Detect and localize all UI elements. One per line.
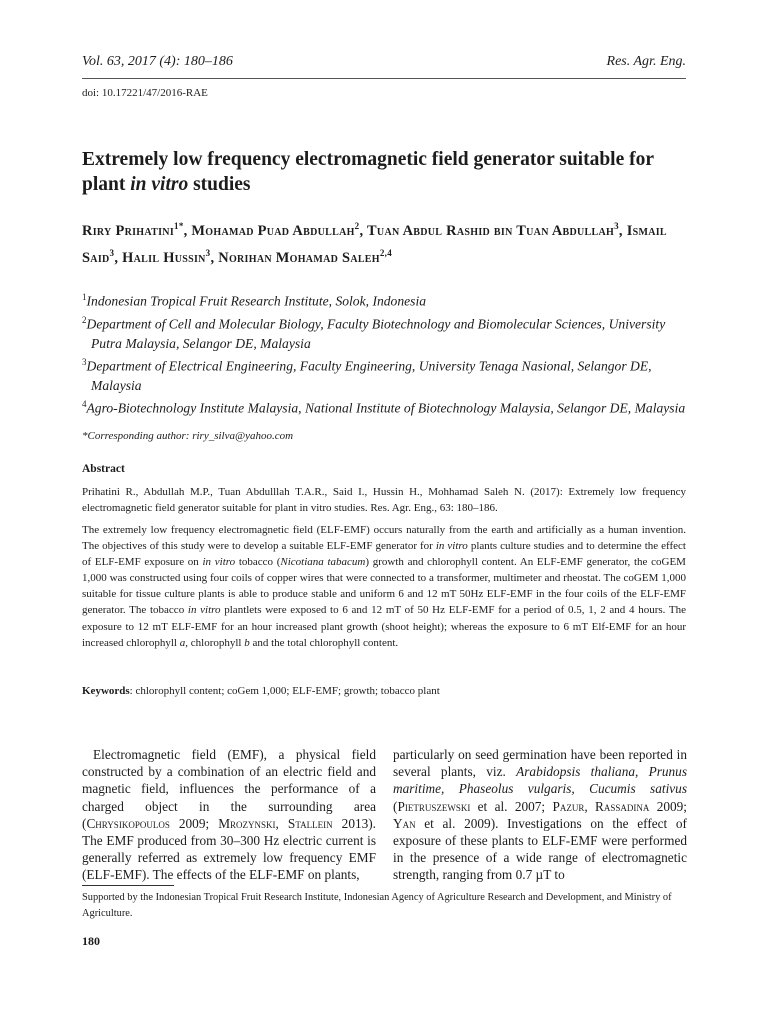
text-run: Mrozynski, Stallein [218,815,333,831]
affiliation-item [82,353,686,395]
affiliation-text: Department of Cell and Molecular Biology, Faculty Biotechnology and Biomolecular Sciences, University Putra Malaysia, Selangor DE, Malaysia [86,316,666,351]
text-run: et al. 2009). Investigations on the effect of exposure of these plants to ELF-EMF were performed in the presence of a wide range of electromagnetic strength, ranging from 0.7 µT to [393,815,687,883]
author-affil-sup: 2,4 [379,247,393,258]
title-part2: studies [188,174,251,195]
article-title [82,147,686,197]
affiliation-item [82,311,686,353]
text-run: 2009; [169,815,219,831]
journal-volume: Vol. 63, 2017 (4): 180–186 [82,54,233,69]
text-run: 2009; [649,798,687,814]
running-header [82,54,686,70]
text-run: and the total chlorophyll content. [249,636,399,649]
author-name: Mohamad Puad Abdullah [191,222,355,239]
text-run: Pazur, Rassadina [552,798,650,814]
title-italic: in vitro [130,174,189,195]
affiliation-sup: 1 [82,292,87,302]
author-affil-sup: 1* [174,221,184,231]
abstract-heading: Abstract [82,463,125,475]
text-run: ( [393,798,398,814]
author-name: Tuan Abdul Rashid bin Tuan Abdullah [367,222,615,239]
author-name: Norihan Mohamad Saleh [218,249,380,266]
text-run: Yan [393,815,416,831]
journal-name: Res. Agr. Eng. [606,54,686,69]
corresponding-author: *Corresponding author: riry_silva@yahoo.com [82,430,294,442]
author-affil-sup: 3 [614,221,619,231]
text-run: plantlets were exposed to 6 and 12 mT of 50 Hz ELF-EMF for a period of 0.5, 1, 2 and 4 hours. The exposure to 12 mT ELF-EMF for an hour increased plant growth (shoot height); whereas the exposure to 6 mT Elf-EMF for an hour increased chlorophyll [82,604,687,649]
text-run: 2013). The EMF produced from 30–300 Hz electric current is generally referred as extremely low frequency EMF (ELF-EMF). The effects of the ELF-EMF on plants, [82,815,377,883]
text-run: Chrysikopoulos [86,815,170,831]
keywords [82,683,686,699]
affiliation-text: Indonesian Tropical Fruit Research Institute, Solok, Indonesia [86,293,427,309]
text-run: in vitro [202,556,236,569]
text-run: plants culture studies and to determine the effect of ELF-EMF exposure on [82,540,686,569]
text-run: Arabidopsis thaliana, Prunus maritime, Phaseolus vulgaris, Cucumis sativus [393,764,688,797]
text-run: The extremely low frequency electromagnetic field (ELF-EMF) occurs naturally from the earth and artificially as a human invention. The objectives of this study were to develop a suitable ELF-EMF generator for [82,524,686,553]
text-run: Nicotiana tabacum [280,556,366,569]
affiliation-sup: 4 [82,399,87,410]
text-run: Electromagnetic field (EMF), a physical field constructed by a combination of an electric field and magnetic field, influences the performance of a charged object in the surrounding area ( [82,747,376,831]
text-run: a [179,636,186,649]
affiliation-list [82,288,686,418]
author-list: Riry Prihatini$^{1*}$, Mohamad Puad Abdullah$^2$, Tuan Abdul Rashid bin Tuan Abdullah$^3$, Ismail Said$^3$, Halil Hussin$^3$, Norihan Mohamad Saleh$^{2,4}$ [82,221,667,266]
funding-footnote: Supported by the Indonesian Tropical Fruit Research Institute, Indonesian Agency of Agriculture Research and Development, and Ministry of Agriculture. [82,892,672,919]
title-part1: Extremely low frequency electromagnetic field generator suitable for plant [82,149,654,195]
affiliation-item [82,288,686,311]
article-page [82,0,686,1024]
affiliation-sup: 2 [82,314,87,325]
author-affil-sup: 3 [109,247,115,258]
author-affil-sup: 3 [205,247,211,258]
footnote-rule [82,885,174,886]
keywords-label: Keywords [82,685,130,697]
affiliation-item [82,395,686,418]
text-run: Pietruszewski [397,798,471,814]
text-run: b [244,636,250,649]
text-run: tobacco ( [235,556,281,569]
text-run: in vitro [435,540,468,553]
text-run: et al. 2007; [470,798,553,814]
author-name: Riry Prihatini [82,222,175,239]
doi: doi: 10.17221/47/2016-RAE [82,87,208,99]
header-rule [82,78,686,79]
keywords-text: : chlorophyll content; coGem 1,000; ELF-EMF; growth; tobacco plant [129,685,440,697]
abstract-citation: Prihatini R., Abdullah M.P., Tuan Abdulllah T.A.R., Said I., Hussin H., Mohhamad Saleh N. (2017): Extremely low frequency electromagnetic field generator suitable for plant in vitro studies. Res. Agr. Eng., 63: 180–186. [82,486,686,514]
abstract-text [82,522,686,651]
text-run: particularly on seed germination have been reported in several plants, viz. [393,747,687,780]
text-run: ) growth and chlorophyll content. An ELF-EMF generator, the coGEM 1,000 was constructed using four coils of copper wires that were connected to a transformer, multimeter and rheostat. The coGEM 1,000 suitable for tissue culture plants is able to produce stable and uniform 6 and 12 mT 50Hz ELF-EMF in the four coils of the ELF-EMF generator. The tobacco [82,556,686,617]
text-run: in vitro [187,604,221,617]
author-affil-sup: 2 [354,221,360,231]
author-name: Halil Hussin [122,249,206,266]
affiliation-text: Department of Electrical Engineering, Faculty Engineering, University Tenaga Nasional, Selangor DE, Malaysia [86,358,652,393]
body-column-right [393,746,687,884]
body-column-left [82,746,376,884]
author-name: Ismail Said [82,222,667,266]
affiliation-text: Agro-Biotechnology Institute Malaysia, National Institute of Biotechnology Malaysia, Selangor DE, Malaysia [86,400,686,416]
text-run: , chlorophyll [185,636,245,649]
affiliation-sup: 3 [82,356,87,367]
page-number: 180 [82,934,100,948]
